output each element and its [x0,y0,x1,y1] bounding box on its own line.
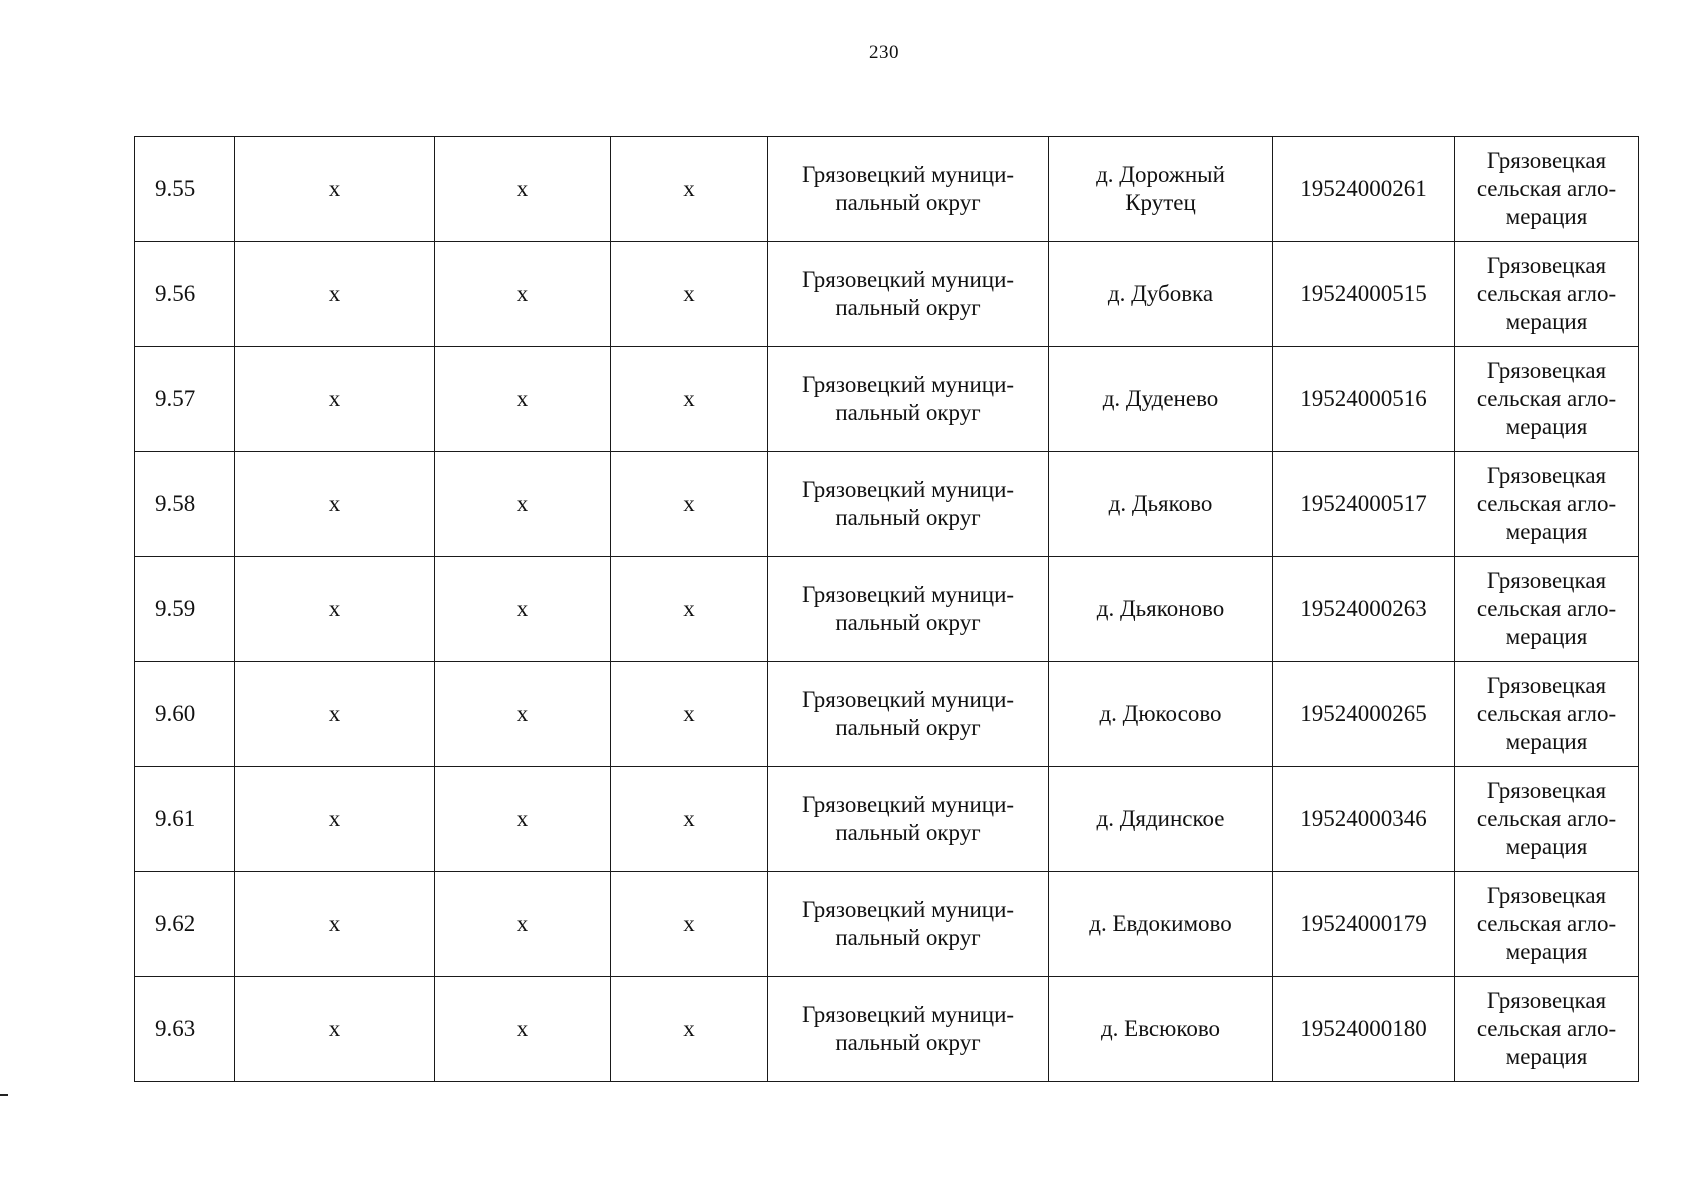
x-mark-text: x [516,176,529,201]
row-number-cell [135,662,235,767]
table-row [135,662,1639,767]
agglomeration-text [1477,672,1616,756]
settlements-table [134,136,1639,1082]
settlement-text [1097,595,1224,623]
text-line: д. Дядинское [1096,806,1225,831]
text-line: сельская агло- [1476,281,1617,306]
text-line: д. Евсюково [1100,1016,1221,1041]
district-text [802,581,1014,637]
text-line: мерация [1505,204,1588,229]
district-cell [768,347,1049,452]
table-body [135,137,1639,1082]
settlement-text [1099,700,1221,728]
text-line: Грязовецкий муници- [801,267,1015,292]
x-mark-cell [235,662,435,767]
settlement-cell [1049,452,1273,557]
x-mark-cell [435,242,611,347]
text-line: д. Дуденево [1102,386,1219,411]
row-number-text: 9.61 [155,806,196,831]
district-cell [768,242,1049,347]
text-line: мерация [1505,729,1588,754]
text-line: мерация [1505,939,1588,964]
text-line: Грязовецкий муници- [801,582,1015,607]
agglomeration-cell [1455,872,1639,977]
district-text [802,371,1014,427]
x-mark-text: x [516,386,529,411]
x-mark-text: x [516,1016,529,1041]
x-mark-cell [435,347,611,452]
settlement-text [1097,805,1225,833]
district-cell [768,452,1049,557]
text-line: пальный округ [835,295,981,320]
oktmo-code-text: 19524000265 [1300,701,1427,726]
settlement-cell [1049,557,1273,662]
settlement-text [1101,1015,1220,1043]
text-line: Грязовецкая [1486,568,1607,593]
text-line: Грязовецкий муници- [801,477,1015,502]
table-row [135,977,1639,1082]
oktmo-code-text: 19524000261 [1300,176,1427,201]
x-mark-text: x [516,911,529,936]
x-mark-cell [235,137,435,242]
table-row [135,452,1639,557]
text-line: д. Дьяконово [1096,596,1225,621]
text-line: мерация [1505,519,1588,544]
text-line: сельская агло- [1476,1016,1617,1041]
margin-mark [0,1094,8,1096]
row-number-cell [135,872,235,977]
x-mark-text: x [683,176,695,201]
text-line: мерация [1505,1044,1588,1069]
text-line: пальный округ [835,400,981,425]
oktmo-code-cell [1273,767,1455,872]
x-mark-cell [235,767,435,872]
row-number-cell [135,452,235,557]
row-number-text: 9.62 [155,911,196,936]
text-line: пальный округ [835,505,981,530]
x-mark-cell [435,662,611,767]
text-line: пальный округ [835,190,981,215]
text-line: Грязовецкая [1486,463,1607,488]
row-number-cell [135,977,235,1082]
x-mark-text: x [516,281,529,306]
text-line: Грязовецкая [1486,883,1607,908]
district-cell [768,977,1049,1082]
row-number-text: 9.56 [155,281,196,306]
agglomeration-cell [1455,242,1639,347]
agglomeration-text [1477,777,1616,861]
agglomeration-cell [1455,767,1639,872]
x-mark-text: x [683,281,695,306]
text-line: сельская агло- [1476,806,1617,831]
agglomeration-cell [1455,347,1639,452]
oktmo-code-cell [1273,872,1455,977]
x-mark-text: x [328,491,341,516]
district-cell [768,872,1049,977]
settlement-cell [1049,767,1273,872]
agglomeration-cell [1455,557,1639,662]
district-cell [768,662,1049,767]
x-mark-cell [235,242,435,347]
district-text [802,266,1014,322]
x-mark-cell [235,977,435,1082]
table-row [135,872,1639,977]
x-mark-text: x [328,911,341,936]
text-line: д. Дюкосово [1099,701,1222,726]
x-mark-cell [611,767,768,872]
table-row [135,557,1639,662]
agglomeration-cell [1455,977,1639,1082]
district-text [802,686,1014,742]
x-mark-cell [611,347,768,452]
settlement-cell [1049,977,1273,1082]
x-mark-cell [611,557,768,662]
agglomeration-text [1477,567,1616,651]
district-text [802,1001,1014,1057]
row-number-text: 9.57 [155,386,196,411]
x-mark-text: x [328,596,341,621]
agglomeration-text [1477,252,1616,336]
row-number-cell [135,767,235,872]
text-line: Грязовецкий муници- [801,897,1015,922]
x-mark-text: x [683,806,695,831]
x-mark-text: x [516,701,529,726]
x-mark-cell [435,872,611,977]
x-mark-text: x [328,1016,341,1041]
row-number-cell [135,137,235,242]
text-line: сельская агло- [1476,596,1617,621]
settlement-text [1089,910,1231,938]
district-cell [768,767,1049,872]
x-mark-text: x [328,176,341,201]
x-mark-cell [435,137,611,242]
text-line: пальный округ [835,820,981,845]
text-line: пальный округ [835,1030,981,1055]
oktmo-code-text: 19524000346 [1300,806,1427,831]
row-number-cell [135,347,235,452]
settlement-text [1103,385,1219,413]
oktmo-code-cell [1273,137,1455,242]
x-mark-text: x [683,1016,695,1041]
oktmo-code-text: 19524000263 [1300,596,1427,621]
oktmo-code-text: 19524000179 [1300,911,1427,936]
text-line: Грязовецкий муници- [801,687,1015,712]
x-mark-cell [235,452,435,557]
x-mark-cell [611,242,768,347]
x-mark-cell [435,557,611,662]
x-mark-cell [235,557,435,662]
table-row [135,242,1639,347]
district-text [802,896,1014,952]
settlement-cell [1049,872,1273,977]
x-mark-cell [611,872,768,977]
row-number-text: 9.59 [155,596,196,621]
x-mark-text: x [516,596,529,621]
agglomeration-cell [1455,137,1639,242]
x-mark-text: x [328,701,341,726]
text-line: Грязовецкий муници- [801,162,1015,187]
x-mark-text: x [683,596,695,621]
row-number-text: 9.63 [155,1016,196,1041]
text-line: пальный округ [835,925,981,950]
row-number-cell [135,557,235,662]
oktmo-code-cell [1273,662,1455,767]
text-line: мерация [1505,624,1588,649]
x-mark-cell [235,347,435,452]
agglomeration-text [1477,987,1616,1071]
x-mark-text: x [516,491,529,516]
x-mark-text: x [683,491,695,516]
x-mark-text: x [328,281,341,306]
text-line: мерация [1505,309,1588,334]
district-text [802,476,1014,532]
text-line: сельская агло- [1476,176,1617,201]
x-mark-cell [611,137,768,242]
settlement-text [1096,161,1225,217]
row-number-cell [135,242,235,347]
text-line: мерация [1505,414,1588,439]
text-line: сельская агло- [1476,491,1617,516]
oktmo-code-text: 19524000516 [1300,386,1427,411]
agglomeration-text [1477,357,1616,441]
agglomeration-text [1477,462,1616,546]
x-mark-text: x [328,806,341,831]
text-line: мерация [1505,834,1588,859]
text-line: пальный округ [835,610,981,635]
text-line: д. Евдокимово [1089,911,1232,936]
oktmo-code-cell [1273,452,1455,557]
text-line: Грязовецкая [1486,358,1607,383]
text-line: Грязовецкий муници- [801,792,1015,817]
text-line: д. Дорожный [1096,162,1225,187]
settlement-cell [1049,137,1273,242]
text-line: д. Дубовка [1107,281,1214,306]
oktmo-code-cell [1273,977,1455,1082]
page-number: 230 [869,42,899,63]
oktmo-code-text: 19524000517 [1300,491,1427,516]
x-mark-cell [435,767,611,872]
row-number-text: 9.55 [155,176,196,201]
text-line: пальный округ [835,715,981,740]
text-line: Грязовецкая [1486,253,1607,278]
x-mark-cell [435,452,611,557]
table-row [135,137,1639,242]
district-text [802,791,1014,847]
x-mark-cell [235,872,435,977]
agglomeration-text [1477,882,1616,966]
table-row [135,347,1639,452]
text-line: сельская агло- [1476,386,1617,411]
oktmo-code-cell [1273,242,1455,347]
text-line: Грязовецкая [1486,988,1607,1013]
settlement-text [1109,490,1213,518]
text-line: Грязовецкая [1486,778,1607,803]
text-line: сельская агло- [1476,701,1617,726]
settlement-cell [1049,347,1273,452]
table-row [135,767,1639,872]
text-line: д. Дьяково [1108,491,1213,516]
settlement-cell [1049,662,1273,767]
x-mark-cell [611,977,768,1082]
text-line: сельская агло- [1476,911,1617,936]
x-mark-cell [611,452,768,557]
settlement-cell [1049,242,1273,347]
agglomeration-cell [1455,662,1639,767]
text-line: Грязовецкая [1486,673,1607,698]
agglomeration-cell [1455,452,1639,557]
text-line: Грязовецкая [1486,148,1607,173]
x-mark-text: x [516,806,529,831]
oktmo-code-text: 19524000180 [1300,1016,1427,1041]
x-mark-text: x [683,386,695,411]
oktmo-code-cell [1273,557,1455,662]
oktmo-code-text: 19524000515 [1300,281,1427,306]
agglomeration-text [1477,147,1616,231]
oktmo-code-cell [1273,347,1455,452]
x-mark-text: x [683,911,695,936]
text-line: Грязовецкий муници- [801,372,1015,397]
text-line: Крутец [1125,190,1196,215]
x-mark-cell [435,977,611,1082]
text-line: Грязовецкий муници- [801,1002,1015,1027]
settlement-text [1108,280,1213,308]
x-mark-cell [611,662,768,767]
row-number-text: 9.60 [155,701,196,726]
district-cell [768,137,1049,242]
district-text [802,161,1014,217]
x-mark-text: x [328,386,341,411]
x-mark-text: x [683,701,695,726]
row-number-text: 9.58 [155,491,196,516]
district-cell [768,557,1049,662]
